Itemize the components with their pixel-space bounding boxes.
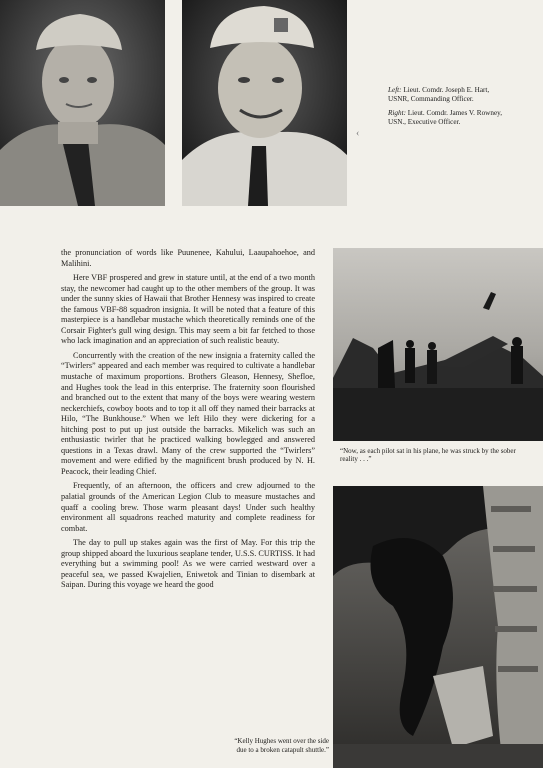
portrait-caption xyxy=(388,86,508,132)
deck-photo xyxy=(333,248,543,441)
paragraph-1: the pronunciation of words like Puunenee, Kahului, Laaupahoehoe, and Malihini. xyxy=(61,248,315,268)
paragraph-4: Frequently, of an afternoon, the officers and crew adjourned to the palatial grounds of the American Legion Club to measure mustaches and quaff a cooling brew. Those warm pleasant days! Under such healthy environment all squadrons reached maturity and complete readiness for combat. xyxy=(61,481,315,533)
tick-mark: ‹ xyxy=(356,128,360,139)
ship-photo-caption: “Kelly Hughes went over the side due to a broken catapult shuttle.” xyxy=(234,737,329,754)
deck-photo-caption: “Now, as each pilot sat in his plane, he was struck by the sober reality . . .” xyxy=(340,447,516,464)
ship-photo xyxy=(333,486,543,768)
article-body xyxy=(61,248,315,595)
caption-right-label: Right: xyxy=(388,109,406,118)
paragraph-2: Here VBF prospered and grew in stature until, at the end of a two month stay, the newcomer had caught up to the other members of the group. It was under the sunny skies of Hawaii that Brother Hennesy was inspired to create the famous VBF-88 squadron insignia. It will be noted that a feature of this masterpiece is a handlebar mustache which theoretically reminds one of the Corsair Fighter's gull wing design. This may seem a bit far fetched to those who lack imagination and an appreciation of such realistic beauty. xyxy=(61,273,315,346)
caption-left-text: Lieut. Comdr. Joseph E. Hart, USNR, Commanding Officer. xyxy=(388,86,490,103)
portrait-left-photo xyxy=(0,0,165,206)
portrait-right-photo xyxy=(182,0,347,206)
caption-left-label: Left: xyxy=(388,86,402,94)
paragraph-5: The day to pull up stakes again was the first of May. For this trip the group shipped aboard the luxurious seaplane tender, U.S.S. CURTISS. It had everything but a swimming pool! As we were carried westward over a peaceful sea, we passed Kwajelien, Eniwetok and Tinian to disembark at Saipan. During this voyage we heard the good xyxy=(61,538,315,590)
caption-right-text: Lieut. Comdr. James V. Rowney, USN., Executive Officer. xyxy=(388,109,503,126)
paragraph-3: Concurrently with the creation of the new insignia a fraternity called the “Twirlers” appeared and each member was required to cultivate a handlebar mustache of maximum proportions. Brothers Gleason, Hennesy, Shefloe, and Hughes took the lead in this enterprise. The fraternity soon flourished and branched out to the extent that many of the boys were wearing western neckerchiefs, cowboy boots and to top it all off they named their barracks at Hilo, “The Bunkhouse.” When we left Hilo they were dickering for a hitching post to put up just outside the barracks. Mikelich was such an enthusiastic twirler that he practiced walking bowlegged and answered questions in a Texas drawl. Many of the crew supported the “Twirlers” movement and were edified by the magnificent brush produced by N. H. Peacock, their leading Chief. xyxy=(61,350,315,476)
